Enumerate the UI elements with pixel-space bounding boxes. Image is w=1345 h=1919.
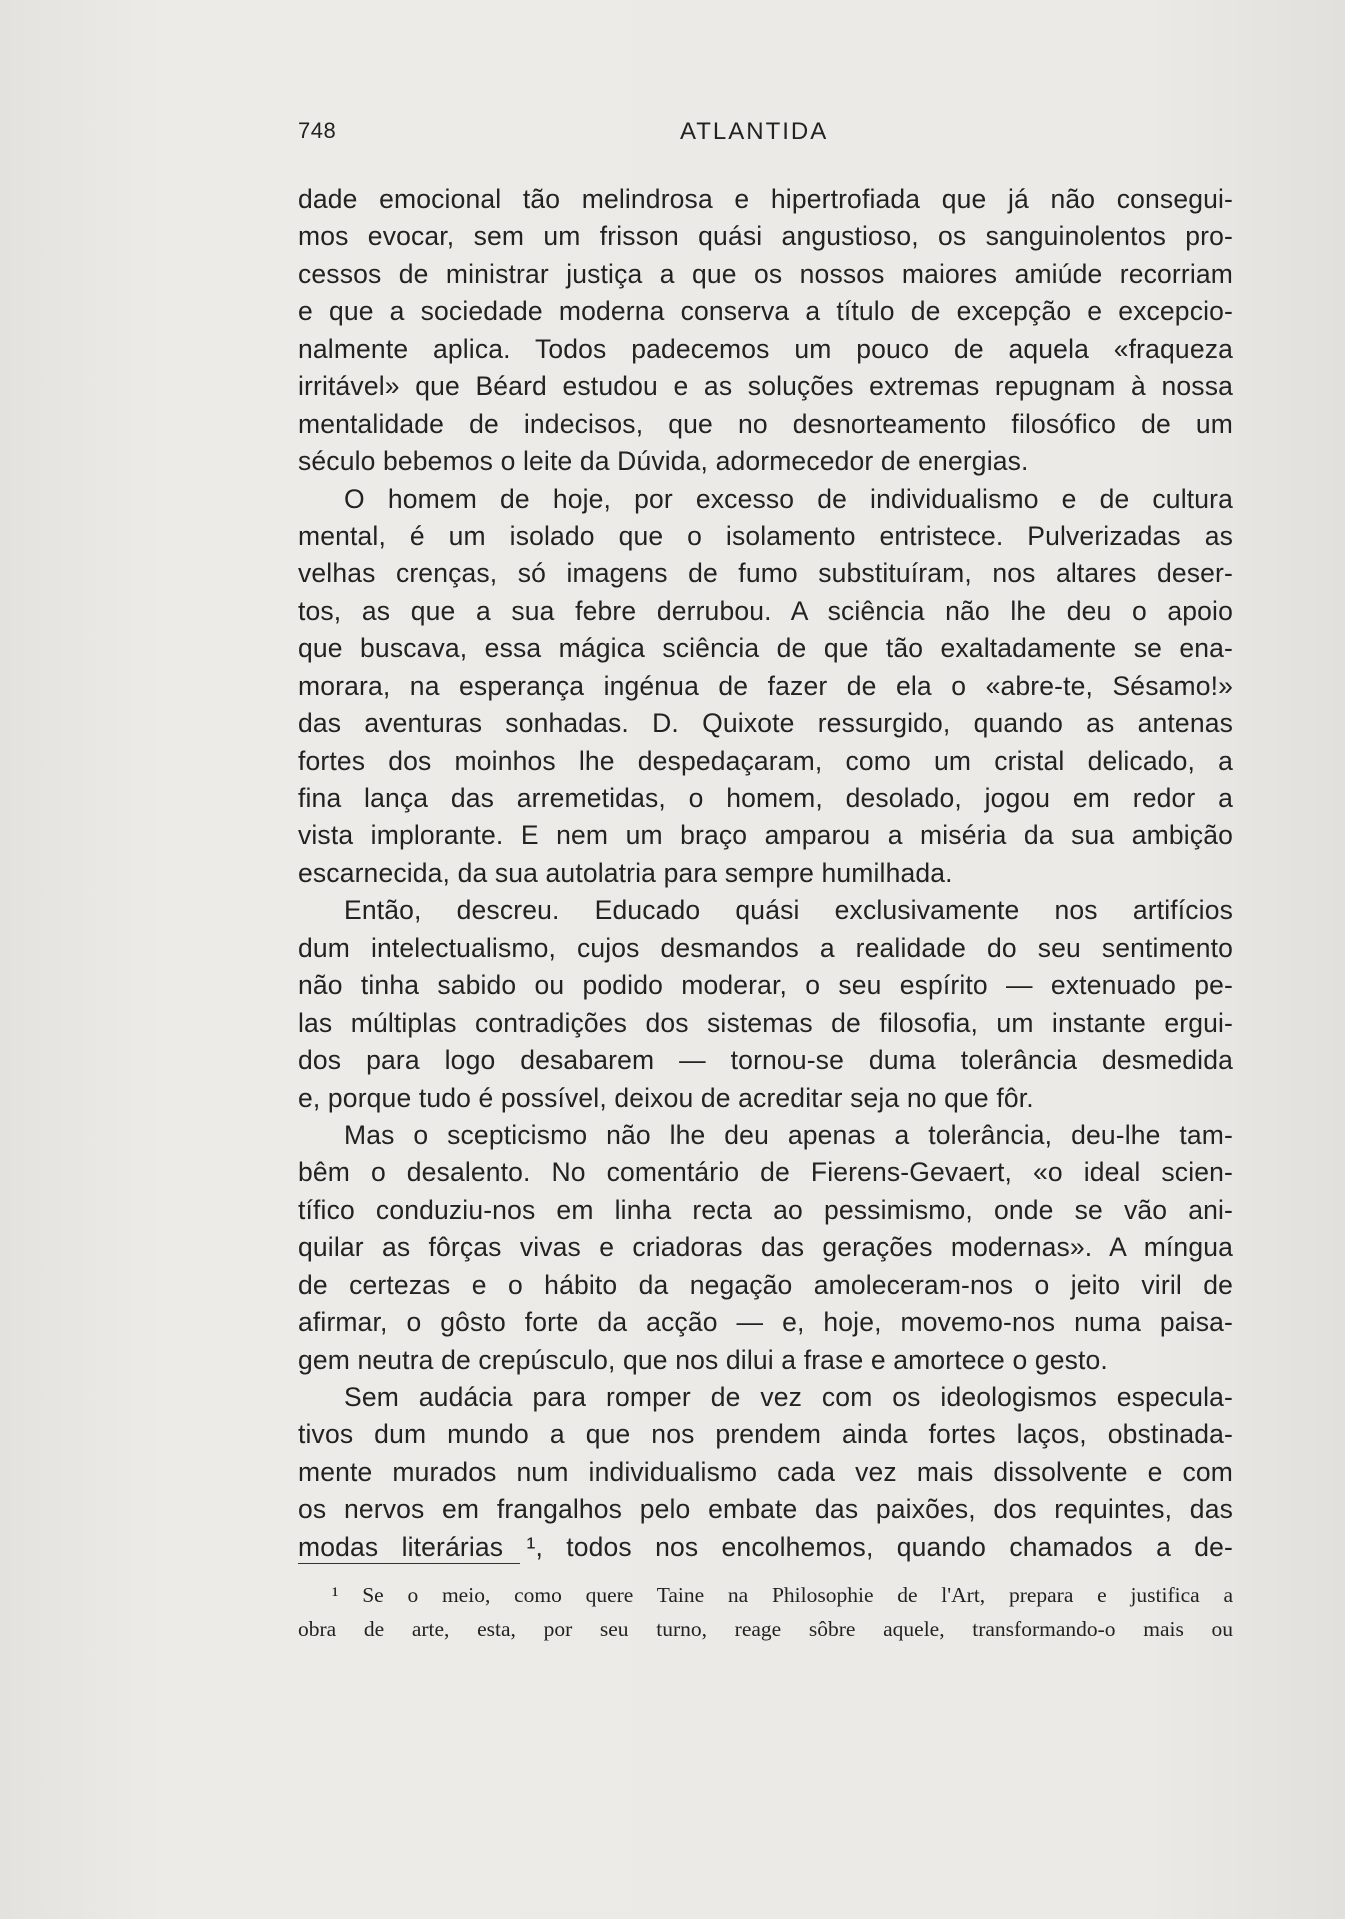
text-line: e, porque tudo é possível, deixou de acreditar seja no que fôr. — [298, 1082, 1034, 1113]
text-line: século bebemos o leite da Dúvida, adormecedor de energias. — [298, 446, 1029, 477]
text-line: modas literárias ¹, todos nos encolhemos, quando chamados a de- — [298, 1531, 1233, 1562]
text-line: fortes dos moinhos lhe despedaçaram, como um cristal delicado, a — [298, 745, 1233, 776]
text-line: gem neutra de crepúsculo, que nos dilui a frase e amortece o gesto. — [298, 1344, 1108, 1375]
page-header — [298, 118, 1233, 158]
text-line: das aventuras sonhadas. D. Quixote ressurgido, quando as antenas — [298, 708, 1233, 739]
text-line: Sem audácia para romper de vez com os ideologismos especula- — [344, 1382, 1233, 1412]
running-title: ATLANTIDA — [680, 118, 829, 145]
text-line: cessos de ministrar justiça a que os nossos maiores amiúde recorriam — [298, 258, 1233, 289]
text-line: dum intelectualismo, cujos desmandos a realidade do seu sentimento — [298, 932, 1233, 963]
text-line: mentalidade de indecisos, que no desnorteamento filosófico de um — [298, 408, 1233, 439]
text-line: quilar as fôrças vivas e criadoras das gerações modernas». A míngua — [298, 1232, 1233, 1263]
text-line: de certezas e o hábito da negação amoleceram-nos o jeito viril de — [298, 1269, 1233, 1300]
text-line: dade emocional tão melindrosa e hipertrofiada que já não consegui- — [298, 184, 1233, 214]
text-line: afirmar, o gôsto forte da acção — e, hoje, movemo-nos numa paisa- — [298, 1307, 1233, 1338]
text-line: Mas o scepticismo não lhe deu apenas a tolerância, deu-lhe tam- — [344, 1119, 1233, 1150]
text-line: las múltiplas contradições dos sistemas de filosofia, um instante ergui- — [298, 1007, 1233, 1038]
footnote-line: obra de arte, esta, por seu turno, reage sôbre aquele, transformando-o mais ou — [298, 1617, 1233, 1641]
text-line: tivos dum mundo a que nos prendem ainda fortes laços, obstinada- — [298, 1419, 1233, 1450]
text-line: mos evocar, sem um frisson quási angustioso, os sanguinolentos pro- — [298, 221, 1233, 252]
text-line: morara, na esperança ingénua de fazer de ela o «abre-te, Sésamo!» — [298, 670, 1233, 701]
text-line: não tinha sabido ou podido moderar, o seu espírito — extenuado pe- — [298, 970, 1233, 1001]
body-text — [298, 181, 1233, 1566]
footnote-divider — [298, 1563, 520, 1564]
text-line: fina lança das arremetidas, o homem, desolado, jogou em redor a — [298, 783, 1233, 813]
text-line: tos, as que a sua febre derrubou. A sciência não lhe deu o apoio — [298, 595, 1233, 626]
text-line: Então, descreu. Educado quási exclusivamente nos artifícios — [344, 895, 1233, 926]
text-line: O homem de hoje, por excesso de individualismo e de cultura — [344, 483, 1233, 514]
text-line: bêm o desalento. No comentário de Fierens-Gevaert, «o ideal scien- — [298, 1157, 1233, 1188]
footnotes — [298, 1578, 1233, 1646]
text-line: e que a sociedade moderna conserva a título de excepção e excepcio- — [298, 296, 1233, 327]
text-line: que buscava, essa mágica sciência de que tão exaltadamente se ena- — [298, 633, 1233, 664]
text-line: nalmente aplica. Todos padecemos um pouco de aquela «fraqueza — [298, 333, 1233, 364]
text-line: dos para logo desabarem — tornou-se duma tolerância desmedida — [298, 1045, 1233, 1076]
text-line: tífico conduziu-nos em linha recta ao pessimismo, onde se vão ani- — [298, 1194, 1233, 1225]
text-line: mental, é um isolado que o isolamento entristece. Pulverizadas as — [298, 520, 1233, 551]
text-line: irritável» que Béard estudou e as soluções extremas repugnam à nossa — [298, 371, 1233, 402]
text-line: velhas crenças, só imagens de fumo substituíram, nos altares deser- — [298, 558, 1233, 589]
text-line: os nervos em frangalhos pelo embate das paixões, dos requintes, das — [298, 1494, 1233, 1525]
text-line: vista implorante. E nem um braço amparou a miséria da sua ambição — [298, 820, 1233, 851]
page-number: 748 — [298, 118, 337, 143]
footnote-line: ¹ Se o meio, como quere Taine na Philosophie de l'Art, prepara e justifica a — [332, 1583, 1233, 1607]
text-line: escarnecida, da sua autolatria para sempre humilhada. — [298, 857, 953, 888]
text-line: mente murados num individualismo cada vez mais dissolvente e com — [298, 1456, 1233, 1487]
